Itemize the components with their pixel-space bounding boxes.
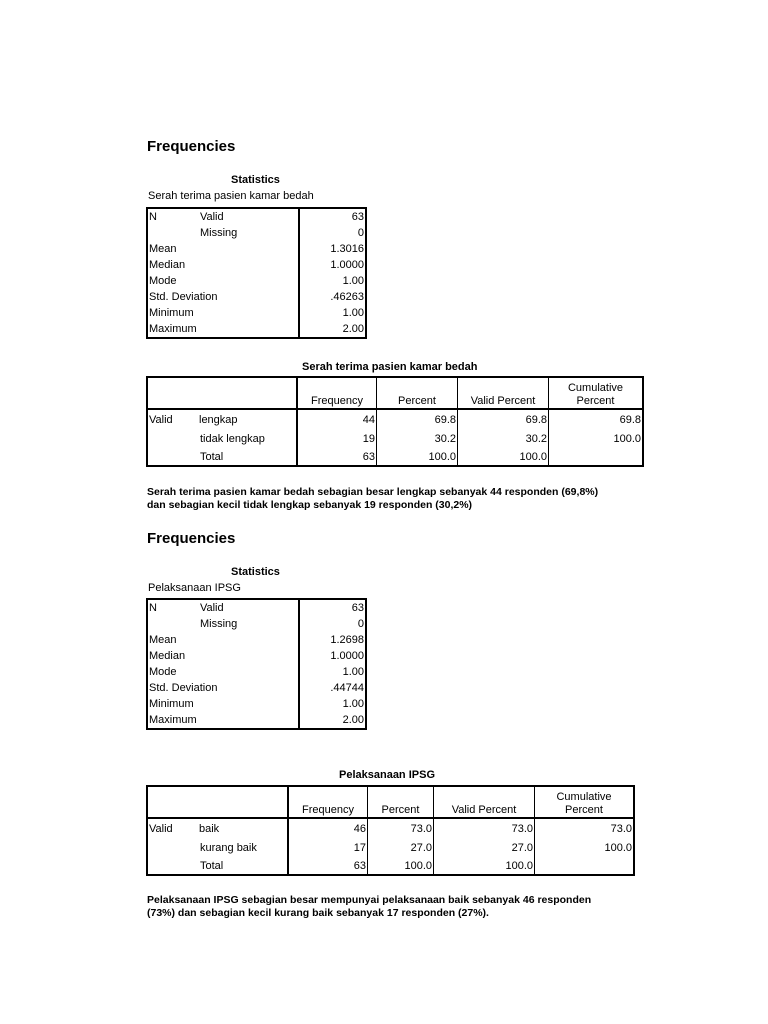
- n-label: N: [149, 211, 157, 223]
- percent-cell: 30.2: [377, 428, 458, 447]
- stat-value: 1.00: [342, 666, 364, 678]
- section-2-frequency-table: [146, 785, 635, 876]
- frequency-cell: 17: [288, 837, 368, 856]
- valid-label: Valid: [199, 602, 224, 614]
- table-row: [147, 680, 366, 696]
- table-row: [147, 409, 643, 428]
- table-row: [147, 289, 366, 305]
- section-2-frequency-title: Pelaksanaan IPSG: [339, 769, 435, 781]
- stat-label: Std. Deviation: [147, 680, 299, 696]
- stat-value: 2.00: [342, 714, 364, 726]
- table-row: [147, 837, 634, 856]
- table-row: [147, 664, 366, 680]
- section-1-frequency-title: Serah terima pasien kamar bedah: [302, 361, 478, 373]
- valid-percent-cell: 100.0: [434, 856, 535, 875]
- stat-label: Mean: [147, 632, 299, 648]
- table-row: [147, 321, 366, 338]
- stat-label: Minimum: [147, 305, 299, 321]
- section-1-interpretation: Serah terima pasien kamar bedah sebagian besar lengkap sebanyak 44 responden (69,8%) dan sebagian kecil tidak lengkap sebanyak 19 responden (30,2%): [147, 486, 599, 511]
- stat-label: Minimum: [147, 696, 299, 712]
- header-valid-percent: Valid Percent: [434, 786, 535, 818]
- table-header-row: [147, 786, 634, 818]
- table-row: [147, 225, 366, 241]
- stat-label: Mode: [147, 664, 299, 680]
- cumulative-percent-cell: [535, 856, 635, 875]
- valid-percent-cell: 100.0: [458, 447, 549, 466]
- percent-cell: 100.0: [377, 447, 458, 466]
- valid-label: Valid: [149, 414, 173, 426]
- stat-label: Std. Deviation: [147, 289, 299, 305]
- percent-cell: 100.0: [368, 856, 434, 875]
- percent-cell: 27.0: [368, 837, 434, 856]
- missing-value: 0: [357, 618, 364, 630]
- section-1-heading: Frequencies: [147, 138, 236, 155]
- section-2-statistics-title: Statistics: [231, 566, 280, 578]
- table-row: [147, 616, 366, 632]
- table-row: [147, 648, 366, 664]
- stat-value: 1.00: [342, 275, 364, 287]
- cumulative-percent-cell: 100.0: [604, 842, 632, 854]
- stat-value: 1.00: [342, 698, 364, 710]
- table-row: [147, 447, 643, 466]
- section-2-statistics-table: [146, 598, 367, 730]
- section-2-interpretation: Pelaksanaan IPSG sebagian besar mempunyai pelaksanaan baik sebanyak 46 responden (73%) dan sebagian kecil kurang baik sebanyak 17 responden (27%).: [147, 894, 592, 919]
- category-label: tidak lengkap: [200, 433, 265, 445]
- stat-label: Mean: [147, 241, 299, 257]
- stat-value: 1.2698: [330, 634, 364, 646]
- category-label: lengkap: [199, 414, 238, 426]
- cumulative-percent-cell: 69.8: [619, 414, 641, 426]
- percent-cell: 69.8: [377, 409, 458, 428]
- category-label: baik: [199, 823, 220, 835]
- table-row: [147, 712, 366, 729]
- stat-value: 1.0000: [330, 259, 364, 271]
- table-row: [147, 305, 366, 321]
- stat-value: .44744: [330, 682, 364, 694]
- valid-percent-cell: 73.0: [434, 818, 535, 837]
- valid-value: 63: [351, 602, 364, 614]
- header-frequency: Frequency: [288, 786, 368, 818]
- n-label: N: [149, 602, 157, 614]
- table-row: [147, 696, 366, 712]
- category-label: Total: [200, 860, 224, 872]
- stat-label: Median: [147, 257, 299, 273]
- table-header-row: [147, 377, 643, 409]
- valid-value: 63: [351, 211, 364, 223]
- category-label: kurang baik: [200, 842, 257, 854]
- table-row: [147, 257, 366, 273]
- table-row: [147, 273, 366, 289]
- stat-value: 1.3016: [330, 243, 364, 255]
- valid-label: Valid: [199, 211, 224, 223]
- section-1-statistics-title: Statistics: [231, 174, 280, 186]
- stat-label: Maximum: [147, 321, 299, 338]
- valid-percent-cell: 30.2: [458, 428, 549, 447]
- section-1-statistics-table: [146, 207, 367, 339]
- table-row: [147, 632, 366, 648]
- frequency-cell: 19: [297, 428, 377, 447]
- section-2-variable-name: Pelaksanaan IPSG: [148, 582, 241, 594]
- valid-percent-cell: 27.0: [434, 837, 535, 856]
- stat-label: Maximum: [147, 712, 299, 729]
- stat-value: 1.0000: [330, 650, 364, 662]
- table-row: [147, 599, 366, 616]
- frequency-cell: 44: [297, 409, 377, 428]
- table-row: [147, 208, 366, 225]
- table-row: [147, 428, 643, 447]
- missing-label: Missing: [200, 618, 238, 630]
- stat-label: Median: [147, 648, 299, 664]
- cumulative-percent-cell: 100.0: [613, 433, 641, 445]
- header-valid-percent: Valid Percent: [458, 377, 549, 409]
- section-1-variable-name: Serah terima pasien kamar bedah: [148, 190, 314, 202]
- header-percent: Percent: [368, 786, 434, 818]
- table-row: [147, 856, 634, 875]
- frequency-cell: 63: [297, 447, 377, 466]
- valid-label: Valid: [149, 823, 173, 835]
- missing-value: 0: [357, 227, 364, 239]
- frequency-cell: 63: [288, 856, 368, 875]
- cumulative-percent-cell: 73.0: [610, 823, 632, 835]
- missing-label: Missing: [200, 227, 238, 239]
- header-frequency: Frequency: [297, 377, 377, 409]
- percent-cell: 73.0: [368, 818, 434, 837]
- header-cumulative-percent: Cumulative Percent: [535, 786, 635, 818]
- table-row: [147, 818, 634, 837]
- frequency-cell: 46: [288, 818, 368, 837]
- stat-label: Mode: [147, 273, 299, 289]
- section-1-frequency-table: [146, 376, 644, 467]
- section-2-heading: Frequencies: [147, 530, 236, 547]
- cumulative-percent-cell: [549, 447, 644, 466]
- valid-percent-cell: 69.8: [458, 409, 549, 428]
- stat-value: .46263: [330, 291, 364, 303]
- stat-value: 1.00: [342, 307, 364, 319]
- stat-value: 2.00: [342, 323, 364, 335]
- header-percent: Percent: [377, 377, 458, 409]
- category-label: Total: [200, 451, 224, 463]
- header-cumulative-percent: Cumulative Percent: [549, 377, 644, 409]
- table-row: [147, 241, 366, 257]
